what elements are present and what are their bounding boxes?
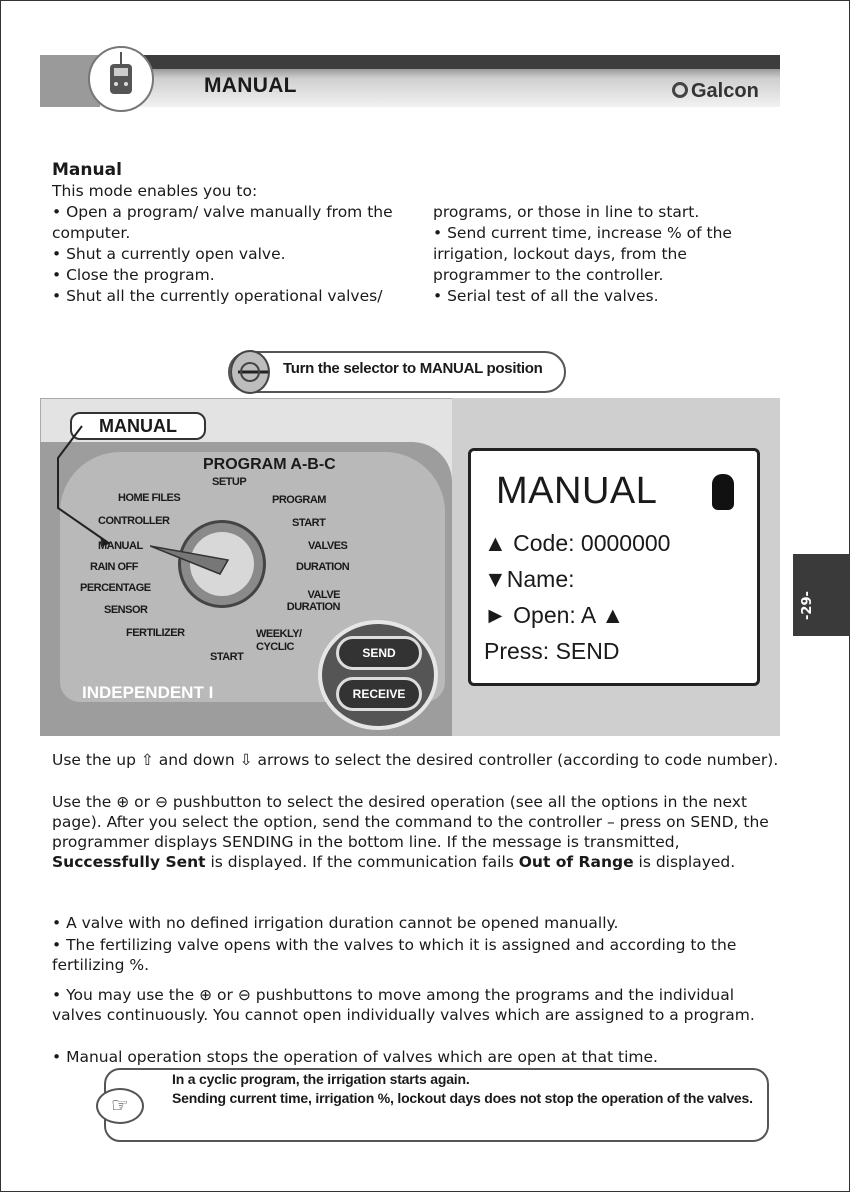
- lcd-open-line: ► Open: A ▲: [484, 602, 625, 628]
- brand-name: Galcon: [691, 80, 759, 102]
- body-paragraph-1: Use the up ⇧ and down ⇩ arrows to select the desired controller (according to code number).: [52, 751, 779, 769]
- dial-label-manual: MANUAL: [98, 540, 143, 552]
- brand-logo: [672, 80, 759, 103]
- list-item: • Open a program/ valve manually from the computer.: [52, 203, 393, 242]
- page-number: -29-: [800, 591, 815, 620]
- note-line: Sending current time, irrigation %, lockout days does not stop the operation of the valves.: [172, 1090, 753, 1106]
- selector-instruction: Turn the selector to MANUAL position: [283, 360, 543, 377]
- send-button[interactable]: SEND: [336, 636, 422, 670]
- pointing-hand-icon: ☞: [96, 1088, 144, 1124]
- dial-label-valves: VALVES: [308, 540, 348, 552]
- dial-label-rain-off: RAIN OFF: [90, 561, 138, 573]
- dial-label-weekly-cyclic: WEEKLY/ CYCLIC: [256, 628, 302, 653]
- independent-label: INDEPENDENT I: [82, 683, 214, 702]
- list-item: • Shut a currently open valve.: [52, 245, 286, 263]
- list-item: • Close the program.: [52, 266, 215, 284]
- body-paragraph-2: [52, 792, 787, 872]
- page-title: MANUAL: [204, 74, 297, 97]
- dial-label-start: START: [292, 517, 326, 529]
- feature-list-left: [52, 202, 412, 307]
- dial-label-sensor: SENSOR: [104, 604, 148, 616]
- dial-pointer: [150, 530, 240, 590]
- program-abc-label: PROGRAM A-B-C: [203, 456, 336, 473]
- body-text-span: is displayed.: [633, 853, 736, 871]
- note-line: In a cyclic program, the irrigation starts again.: [172, 1071, 470, 1087]
- dial-label-program: PROGRAM: [272, 494, 326, 506]
- dial-label-setup: SETUP: [212, 476, 247, 488]
- section-title: Manual: [52, 160, 122, 180]
- bullet-item: • The fertilizing valve opens with the valves to which it is assigned and according to the fertilizing %.: [52, 936, 737, 974]
- list-item: • Send current time, increase % of the irrigation, lockout days, from the programmer to the controller.: [433, 224, 732, 284]
- selector-knob-icon: [230, 350, 270, 394]
- intro-text: This mode enables you to:: [52, 182, 258, 200]
- body-text-span: is displayed. If the communication fails: [205, 853, 519, 871]
- body-text-span: Use the ⊕ or ⊖ pushbutton to select the desired operation (see all the options in the next page). After you select the option, send the command to the controller – press on SEND, the programmer displays SENDING in the bottom line. If the message is transmitted,: [52, 793, 769, 851]
- programmer-device-icon: [88, 46, 154, 112]
- dial-label-fertilizer: FERTILIZER: [126, 627, 185, 639]
- bullet-item: • You may use the ⊕ or ⊖ pushbuttons to move among the programs and the individual valves continuously. You cannot open individually valves which are assigned to a program.: [52, 986, 755, 1024]
- dial-label-duration: DURATION: [296, 561, 350, 573]
- lcd-code-line: ▲ Code: 0000000: [484, 530, 671, 556]
- out-of-range-label: Out of Range: [518, 853, 634, 871]
- dial-label-home-files: HOME FILES: [118, 492, 181, 504]
- bullet-item: • A valve with no defined irrigation duration cannot be opened manually.: [52, 914, 619, 932]
- successfully-sent-label: Successfully Sent: [52, 853, 206, 871]
- list-item: • Serial test of all the valves.: [433, 287, 659, 305]
- list-item: • Shut all the currently operational valves/: [52, 287, 383, 305]
- feature-list-right: [433, 202, 773, 307]
- bullet-item: • Manual operation stops the operation of valves which are open at that time.: [52, 1048, 658, 1066]
- hand-icon: [712, 474, 734, 510]
- manual-tag: MANUAL: [70, 412, 206, 440]
- receive-button[interactable]: RECEIVE: [336, 677, 422, 711]
- lcd-press-line: Press: SEND: [484, 638, 620, 664]
- lcd-name-line: ▼Name:: [484, 566, 575, 592]
- note-text: [172, 1070, 762, 1108]
- dial-label-controller: CONTROLLER: [98, 515, 170, 527]
- lcd-title: MANUAL: [496, 470, 658, 512]
- dial-label-percentage: PERCENTAGE: [80, 582, 151, 594]
- galcon-logo-icon: [672, 82, 688, 98]
- dial-label-valve-duration: VALVE DURATION: [286, 589, 340, 613]
- list-item: programs, or those in line to start.: [433, 203, 700, 221]
- dial-label-start-bottom: START: [210, 651, 244, 663]
